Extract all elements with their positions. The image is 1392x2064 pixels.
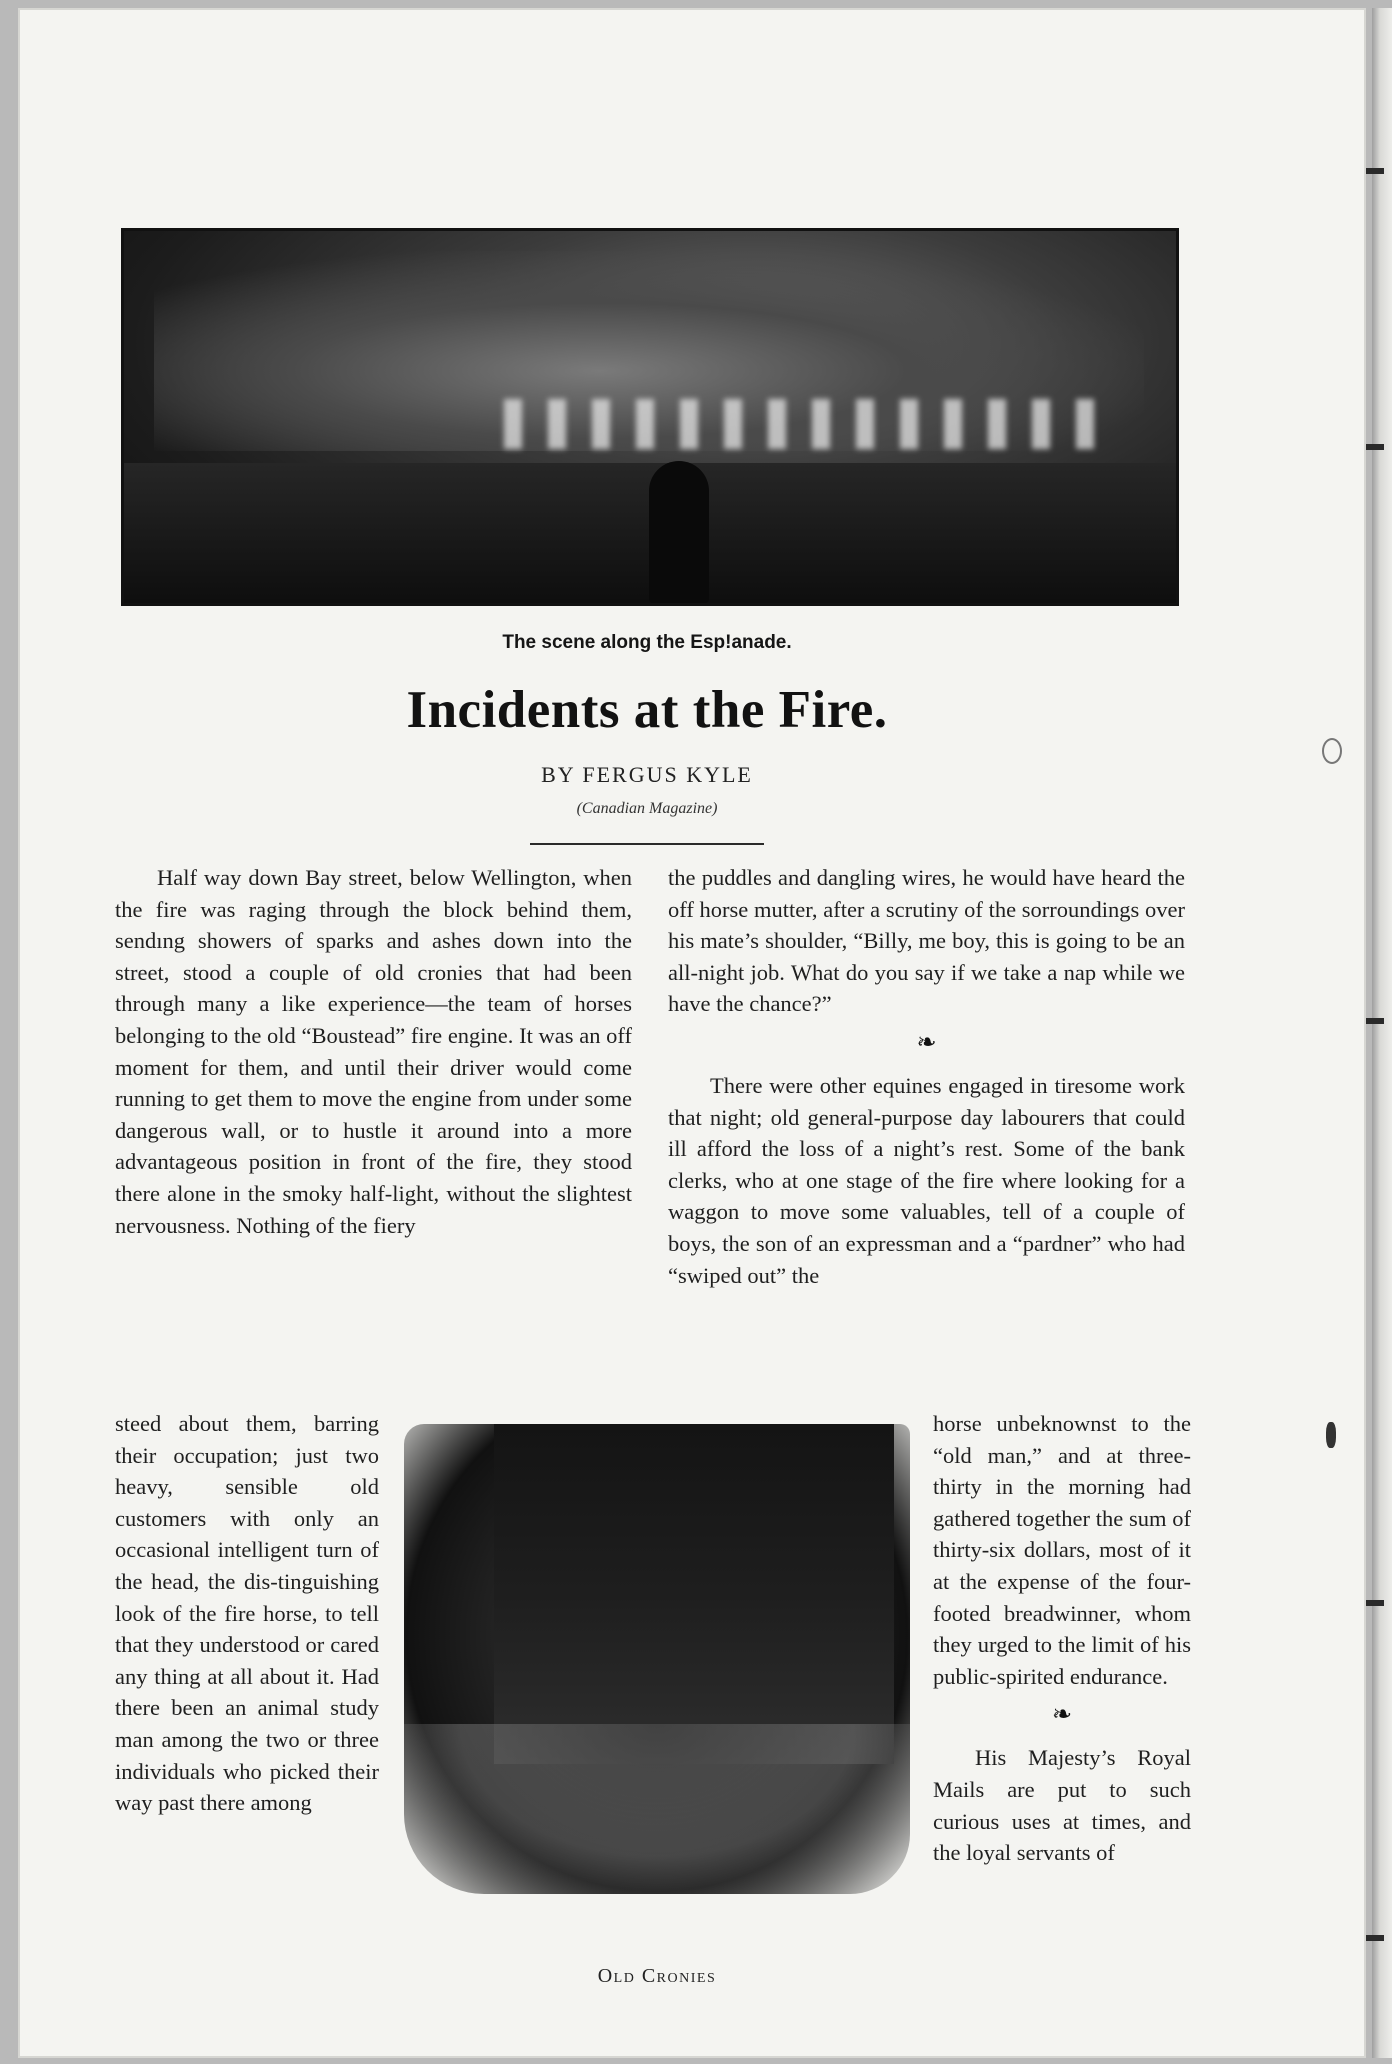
title-rule xyxy=(530,843,764,845)
left-column xyxy=(115,862,632,1241)
paragraph: His Majesty’s Royal Mails are put to such curious uses at times, and the loyal servants of xyxy=(933,1745,1191,1866)
scan-mark xyxy=(1326,1422,1336,1448)
photo-figure xyxy=(649,461,709,603)
paragraph: There were other equines engaged in tiresome work that night; old general-purpose day labourers that could ill afford the loss of a night’s rest. Some of the bank clerks, who at one stage of the fire where looking for a waggon to move some valuables, tell of a couple of boys, the son of an expressman and a “pardner” who had “swiped out” the xyxy=(668,1072,1185,1288)
paragraph: the puddles and dangling wires, he would have heard the off horse mutter, after a scrutiny of the sorroundings over his mate’s shoulder, “Billy, me boy, this is going to be an all-night job. What do you say if we take a nap while we have the chance?” xyxy=(668,865,1185,1017)
section-ornament: ❧ xyxy=(916,1029,937,1056)
article-title: Incidents at the Fire. xyxy=(406,681,888,739)
right-column xyxy=(668,862,1185,1291)
binding-mark xyxy=(1366,444,1384,450)
photo-horses xyxy=(494,1424,894,1764)
section-ornament: ❧ xyxy=(1051,1702,1073,1729)
right-narrow-column xyxy=(933,1408,1191,1869)
inset-photo-caption: Old Cronies xyxy=(597,1965,717,1987)
page-edge xyxy=(1372,8,1392,2058)
paragraph: steed about them, barring their occupation; just two heavy, sensible old customers with only an occasional intelligent turn of the head, the dis-tinguishing look of the fire horse, to tell that they understood or cared any thing at all about it. Had there been an animal study man among the two or three individuals who picked their way past there among xyxy=(115,1411,379,1816)
article-source: (Canadian Magazine) xyxy=(576,800,718,817)
paragraph: Half way down Bay street, below Wellington, when the fire was raging through the block behind them, sendıng showers of sparks and ashes down into the street, stood a couple of old cronies that had been through many a like experience—the team of horses belonging to the old “Boustead” fire engine. It was an off moment for them, and until their driver would come running to get them to move the engine from under some dangerous wall, or to hustle it around into a more advantageous position in front of the fire, they stood there alone in the smoky half-light, without the slightest nervousness. Nothing of the fiery xyxy=(115,865,632,1238)
photo-caption: The scene along the Esp!anade. xyxy=(502,632,792,653)
old-cronies-photo xyxy=(404,1424,910,1894)
left-narrow-column xyxy=(115,1408,379,1819)
binding-mark xyxy=(1366,1600,1384,1606)
photo-vignette xyxy=(404,1724,910,1894)
article-byline: BY FERGUS KYLE xyxy=(541,762,753,787)
binding-mark xyxy=(1366,1935,1384,1941)
binding-mark xyxy=(1366,1018,1384,1024)
photo-fire-lights xyxy=(504,399,1104,449)
scan-mark xyxy=(1322,738,1342,764)
esplanade-photo xyxy=(121,228,1179,606)
paragraph: horse unbeknownst to the “old man,” and at three-thirty in the morning had gathered together the sum of thirty-six dollars, most of it at the expense of the four-footed breadwinner, whom they urged to the limit of his public-spirited endurance. xyxy=(933,1411,1191,1689)
binding-mark xyxy=(1366,168,1384,174)
